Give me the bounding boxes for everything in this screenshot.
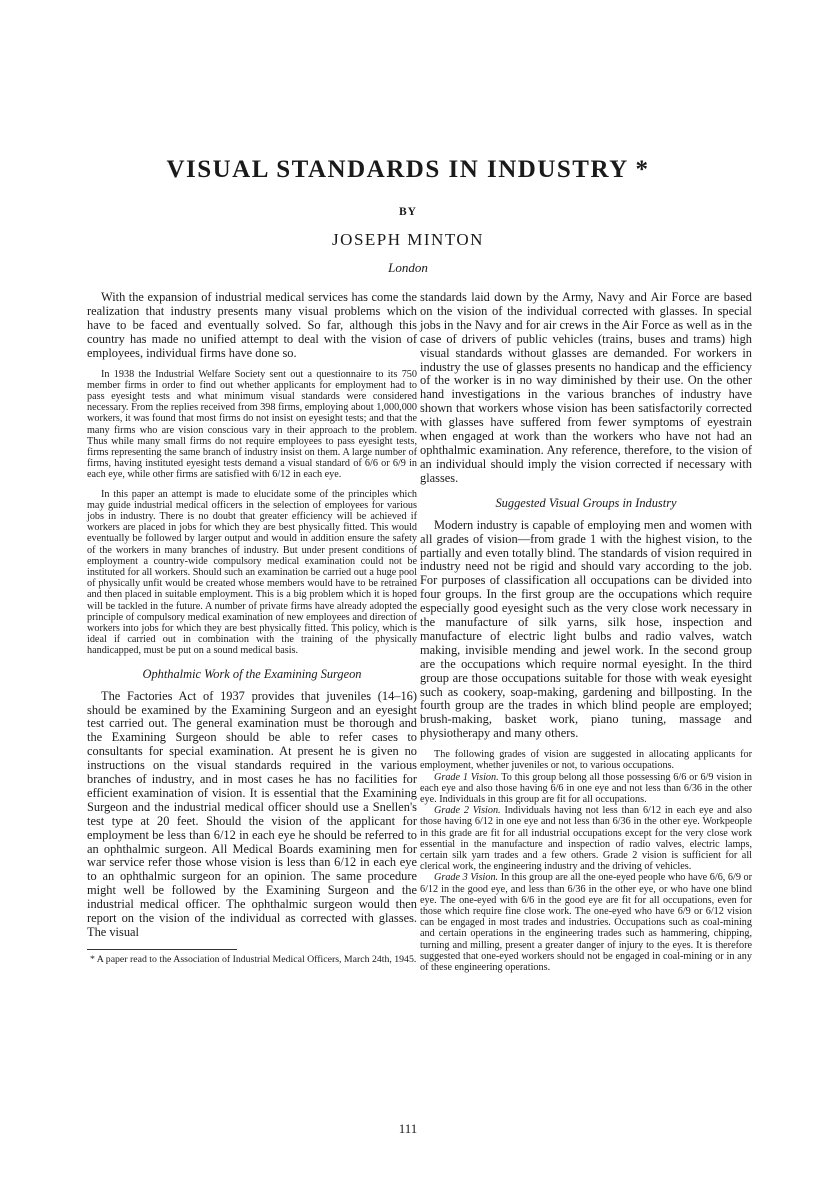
author-location: London <box>388 260 428 275</box>
factories-act-paragraph: The Factories Act of 1937 provides that juveniles (14–16) should be examined by the Examining Surgeon and an eyesight test carried out. The general examination must be thorough and the Examining Surgeon should be able to refer cases to consultants for special examination. At present he is given no instructions on the visual standards required in the various branches of industry, and in most cases he has no facilities for efficient examination of vision. It is essential that the Examining Surgeon and the industrial medical officer should use a Snellen's test type at 20 feet. Should the vision of the applicant for employment be less than 6/12 in each eye he should be referred to an ophthalmic surgeon. All Medical Boards examining men for war service refer those whose vision is less than 6/12 in each eye to an ophthalmic surgeon for an opinion. The same procedure might well be followed by the Examining Surgeon and the industrial medical officer. The ophthalmic surgeon would then report on the vision of the individual as corrected with glasses. The visual <box>87 688 417 940</box>
grade-1-text: To this group belong all those possessing 6/6 or 6/9 vision in each eye and also those having 6/6 in one eye and not less than 6/36 in the other eye. Individuals in this group are fit for all occupations. <box>420 771 752 805</box>
groups-paragraph: Modern industry is capable of employing men and women with all grades of vision—from grade 1 with the highest vision, to the partially and even totally blind. The standards of vision required in industry need not be rigid and should vary according to the job. For purposes of classification all occupations can be divided into four groups. In the first group are the occupations which require especially good eyesight such as the very close work necessary in the manufacture of silk yarns, silk hose, inspection and manufacture of electric light bulbs and radio valves, watch making, invisible mending and jewel work. In the second group are the occupations which require normal eyesight. In the third group are those occupations suitable for those with weak eyesight such as cookery, soap-making, gardening and billposting. In the fourth group are the trades in which blind people are employed; brush-making, basket work, piano tuning, massage and physiotherapy and many others. <box>420 517 752 741</box>
article-title: VISUAL STANDARDS IN INDUSTRY * <box>166 156 650 183</box>
footnote: * A paper read to the Association of Industrial Medical Officers, March 24th, 1945. <box>90 953 417 965</box>
grades-intro-paragraph: The following grades of vision are suggested in allocating applicants for employment, whether juveniles or not, to various occupations. <box>420 749 752 772</box>
grade-1-label: Grade 1 Vision. <box>434 771 499 783</box>
section-heading-ophthalmic-work: Ophthalmic Work of the Examining Surgeon <box>142 666 362 681</box>
grade-3-label: Grade 3 Vision. <box>434 872 499 884</box>
grade-1-paragraph <box>420 772 752 806</box>
grade-2-paragraph <box>420 805 752 872</box>
intro-paragraph: With the expansion of industrial medical services has come the realization that industry presents many visual problems which have to be faced and eventually solved. So far, although this country has made no unified attempt to deal with the vision of employees, individual firms have done so. <box>87 290 417 360</box>
grade-2-text: Individuals having not less than 6/12 in each eye and also those having 6/12 in one eye and not less than 6/36 in the other eye. Workpeople in this grade are fit for all industrial occupations except for the very close work essential in the manufacture and inspection of radio valves, electric lamps, certain silk yarn trades and a few others. Grade 2 vision is sufficient for all clerical work, the engineering industry and the driving of vehicles. <box>420 805 753 873</box>
principles-paragraph: In this paper an attempt is made to elucidate some of the principles which may guide industrial medical officers in the selection of employees for various jobs in industry. There is no doubt that greater efficiency will be achieved if workers are placed in jobs for which they are best physically fitted. This would eventually be followed by larger output and would in addition ensure the safety of the workers in many branches of industry. But under present conditions of employment a country-wide compulsory medical examination could not be instituted for all workers. Should such an examination be carried out a huge pool of physically unfit would be created whose members would have to be retrained and then placed in suitable employment. This is a big problem which it is hoped will be tackled in the future. A number of private firms have already adopted the principle of compulsory medical examination of new employees and direction of workers into jobs for which they are best physically fitted. This policy, which is ideal if carried out in combination with the training of the physically handicapped, must be put on a sound medical basis. <box>87 488 417 657</box>
page-number: 111 <box>398 1121 418 1136</box>
author-name: JOSEPH MINTON <box>332 230 484 249</box>
grade-3-text: In this group are all the one-eyed people who have 6/6, 6/9 or 6/12 in the good eye, and less than 6/36 in the other eye, or who have one blind eye. The one-eyed with 6/6 in the good eye are fit for all occupations, even for those which require fine close work. The one-eyed who have 6/9 or 6/12 vision can be engaged in most trades and industries. Occupations such as coal-mining and certain operations in the engineering trades such as hammering, chipping, turning and milling, present a greater danger of injury to the eyes. It is therefore suggested that one-eyed workers should not be engaged in coal-mining or in any of these engineering operations. <box>420 872 752 974</box>
right-column <box>420 291 752 973</box>
grade-3-paragraph <box>420 872 752 973</box>
section-heading-visual-groups: Suggested Visual Groups in Industry <box>495 495 677 510</box>
glasses-paragraph: standards laid down by the Army, Navy and Air Force are based on the vision of the individual corrected with glasses. In special jobs in the Navy and for air crews in the Air Force as well as in the case of drivers of public vehicles (trains, buses and trams) high visual standards without glasses are demanded. For workers in industry the use of glasses presents no handicap and the efficiency of the worker is in no way diminished by their use. On the other hand investigations in the various branches of industry have shown that workers whose vision has been satisfactorily corrected with glasses have suffered from fewer symptoms of eyestrain when engaged at work than the workers who have not had an ophthalmic examination. Any reference, therefore, to the vision of an individual should imply the vision corrected if necessary with glasses. <box>420 290 752 485</box>
grade-2-label: Grade 2 Vision. <box>434 805 501 817</box>
byline-by: BY <box>399 206 417 218</box>
left-column <box>87 291 417 965</box>
footnote-divider <box>87 949 237 950</box>
survey-paragraph: In 1938 the Industrial Welfare Society sent out a questionnaire to its 750 member firms in order to find out whether applicants for employment had to pass eyesight tests and what minimum visual standards were considered necessary. From the replies received from 398 firms, employing about 1,000,000 workers, it was found that most firms do not insist on eyesight tests; and that the many firms who are vision conscious vary in their approach to the problem. Thus while many small firms do not require employees to pass eyesight tests, firms representing the same branch of industry insist on them. A large number of firms, having instituted eyesight tests demand a visual standard of 6/6 or 6/9 in each eye, while other firms are satisfied with 6/12 in each eye. <box>87 368 417 481</box>
